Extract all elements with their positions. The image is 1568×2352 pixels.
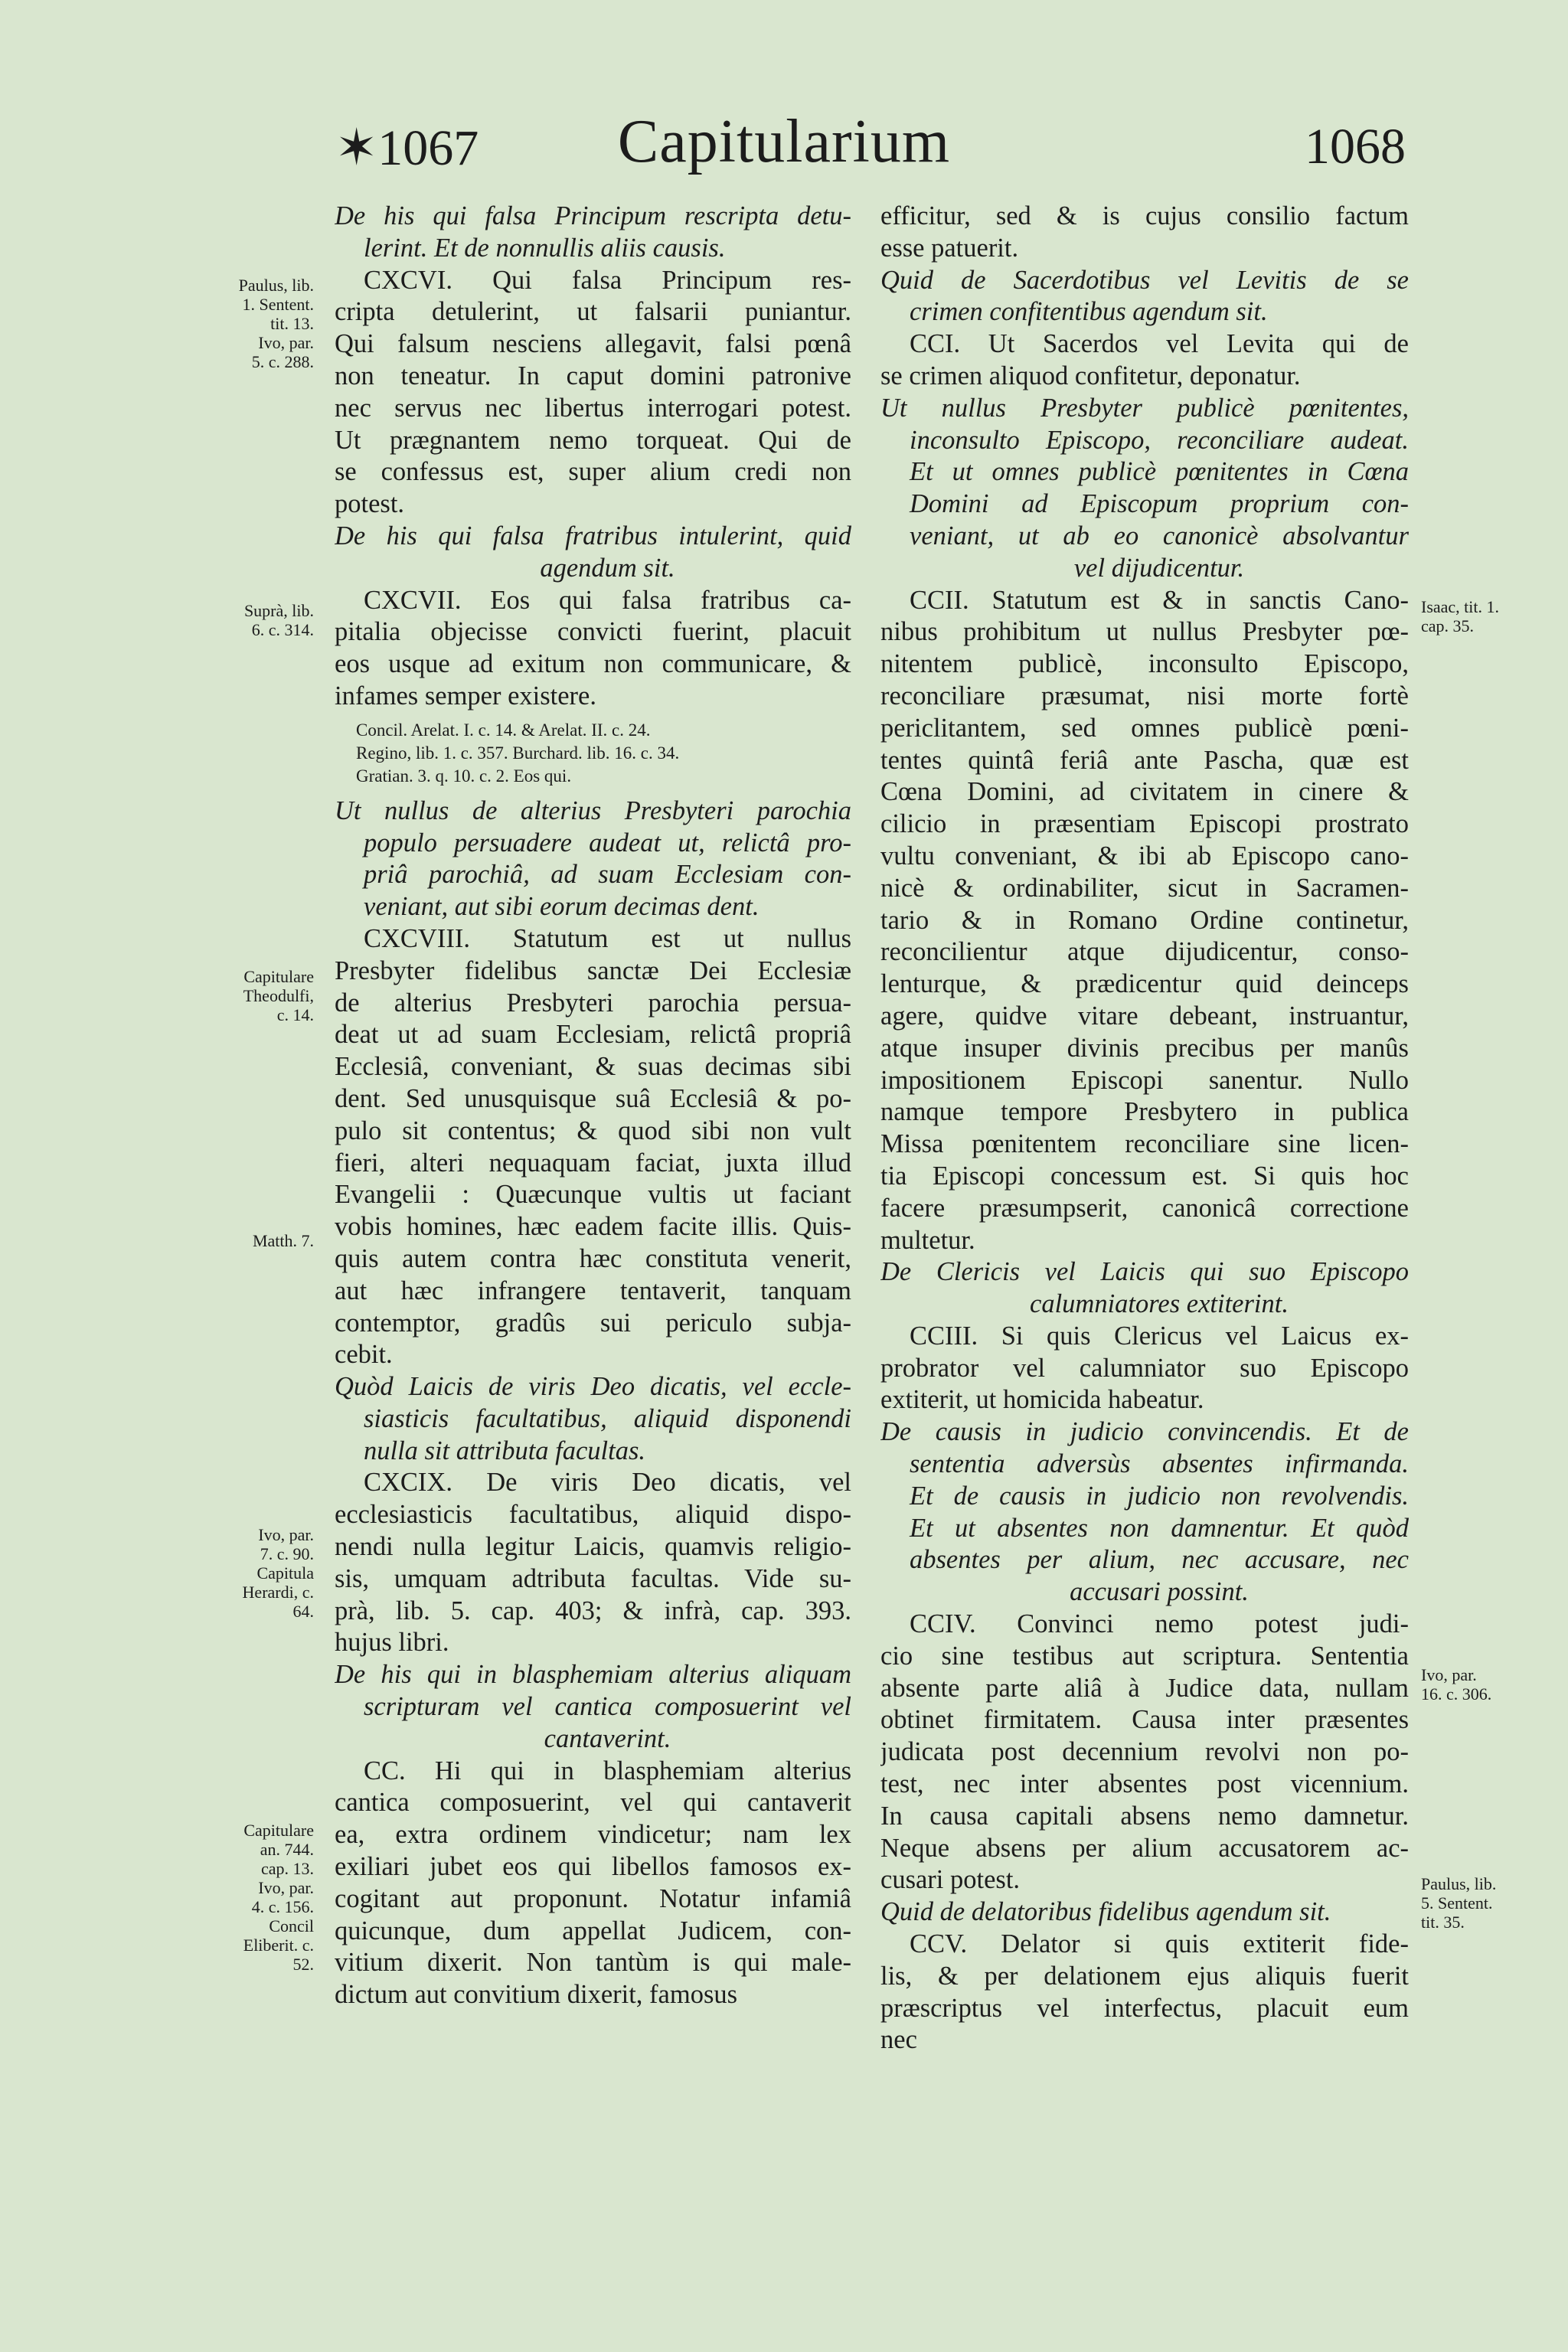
chapter-paragraph [880, 1321, 1409, 1416]
margin-note-line: Paulus, lib. [1421, 1874, 1497, 1893]
text-line: pulo sit contentus; & quod sibi non vult [335, 1116, 851, 1145]
margin-note-line: cap. 35. [1421, 616, 1475, 635]
text-line: sententia adversùs absentes infirmanda. [910, 1449, 1409, 1479]
text-line: nec servus nec libertus interrogari potest. [335, 393, 851, 423]
text-line: nitentem publicè, inconsulto Episcopo, [880, 649, 1409, 679]
text-line: sis, umquam adtributa facultas. Vide su- [335, 1563, 851, 1593]
margin-note-line: c. 14. [276, 1005, 314, 1024]
text-line: quis autem contra hæc constituta venerit, [335, 1243, 851, 1273]
chapter-paragraph [880, 1929, 1409, 2056]
text-line: Evangelii : Quæcunque vultis ut faciant [335, 1180, 851, 1210]
margin-note [1421, 1874, 1559, 1932]
margin-note [176, 276, 314, 371]
chapter-paragraph [880, 585, 1409, 1257]
text-line: calumniatores extiterint. [1030, 1289, 1289, 1319]
margin-note-line: Ivo, par. [1421, 1665, 1477, 1684]
text-line: lenturque, & prædicentur quid deinceps [880, 969, 1409, 999]
text-line: In causa capitali absens nemo damnetur. [880, 1801, 1409, 1831]
text-line: De his qui falsa fratribus intulerint, quid [335, 521, 851, 550]
margin-note-line: an. 744. [260, 1840, 314, 1859]
margin-note-line: 4. c. 156. [251, 1897, 314, 1916]
reference-note [335, 719, 851, 788]
chapter-paragraph [335, 1467, 851, 1659]
text-line: De his qui in blasphemiam alterius aliquam [335, 1660, 851, 1690]
text-line: Missa pœnitentem reconciliare sine licen- [880, 1129, 1409, 1159]
text-line: cebit. [335, 1340, 393, 1370]
chapter-paragraph [880, 201, 1409, 265]
text-line: priâ parochiâ, ad suam Ecclesiam con- [364, 860, 851, 890]
text-line: lis, & per delationem ejus aliquis fuerit [880, 1961, 1409, 1991]
margin-note-line: tit. 13. [270, 314, 314, 333]
margin-note [176, 601, 314, 639]
margin-note-line: 6. c. 314. [251, 620, 314, 639]
text-line: exiliari jubet eos qui libellos famosos ex- [335, 1852, 851, 1882]
text-line: præscriptus vel interfectus, placuit eum [880, 1993, 1409, 2023]
text-line: CCI. Ut Sacerdos vel Levita qui de [910, 329, 1409, 359]
margin-note-line: Ivo, par. [258, 1878, 314, 1897]
text-line: Ut nullus Presbyter publicè pœnitentes, [880, 393, 1409, 423]
margin-note-line: tit. 35. [1421, 1913, 1465, 1932]
text-line: CCV. Delator si quis extiterit fide- [910, 1929, 1409, 1959]
text-line: test, nec inter absentes post vicennium. [880, 1769, 1409, 1799]
text-line: dent. Sed unusquisque suâ Ecclesiâ & po- [335, 1083, 851, 1113]
text-line: siasticis facultatibus, aliquid disponendi [364, 1403, 851, 1433]
text-line: nicè & ordinabiliter, sicut in Sacramen- [880, 873, 1409, 903]
margin-note [176, 967, 314, 1024]
text-line: absentes per alium, nec accusare, nec [910, 1545, 1409, 1575]
margin-note-line: Paulus, lib. [238, 276, 314, 295]
text-line: De Clericis vel Laicis qui suo Episcopo [880, 1257, 1409, 1287]
text-line: impositionem Episcopi sanentur. Nullo [880, 1065, 1409, 1095]
text-line: cusari potest. [880, 1865, 1021, 1895]
text-line: cio sine testibus aut scriptura. Sententia [880, 1641, 1409, 1671]
margin-note-line: Matth. 7. [252, 1231, 314, 1250]
running-title: Capitularium [617, 108, 951, 175]
margin-note-line: 5. c. 288. [251, 352, 314, 371]
margin-note-line: Concil [269, 1916, 314, 1936]
text-line: potest. [335, 489, 405, 519]
text-line: pitalia objecisse convicti fuerint, placuit [335, 617, 851, 647]
text-line: nec [880, 2025, 917, 2055]
text-line: hujus libri. [335, 1628, 449, 1658]
text-line: cripta detulerint, ut falsarii puniantur. [335, 297, 851, 327]
text-line: tia Episcopi concessum est. Si quis hoc [880, 1161, 1409, 1191]
text-line: quicunque, dum appellat Judicem, con- [335, 1916, 851, 1945]
text-line: facere præsumpserit, canonicâ correctione [880, 1193, 1409, 1223]
text-line: prà, lib. 5. cap. 403; & infrà, cap. 393. [335, 1596, 851, 1625]
text-line: Qui falsum nesciens allegavit, falsi pœnâ [335, 329, 851, 359]
text-line: dictum aut convitium dixerit, famosus [335, 1980, 738, 2010]
text-line: atque insuper divinis precibus per manûs [880, 1033, 1409, 1063]
margin-note-line: 7. c. 90. [260, 1544, 314, 1563]
text-line: CCIV. Convinci nemo potest judi- [910, 1609, 1409, 1639]
text-line: crimen confitentibus agendum sit. [910, 297, 1268, 327]
text-line: CXCVII. Eos qui falsa fratribus ca- [364, 585, 851, 615]
section-heading [335, 1659, 851, 1755]
text-line: agere, quidve vitare debeant, instruantur, [880, 1001, 1409, 1031]
text-line: agendum sit. [540, 553, 675, 583]
chapter-paragraph [335, 923, 851, 1371]
section-heading [880, 1896, 1409, 1929]
text-line: cantica composuerint, vel qui cantaverit [335, 1788, 851, 1818]
text-line: reconcilientur atque dijudicentur, conso- [880, 937, 1409, 967]
text-line: CCIII. Si quis Clericus vel Laicus ex- [910, 1321, 1409, 1351]
text-line: probrator vel calumniator suo Episcopo [880, 1353, 1409, 1383]
text-line: vobis homines, hæc eadem facite illis. Quis- [335, 1212, 851, 1242]
text-line: Cœna Domini, ad civitatem in cinere & [880, 777, 1409, 807]
text-line: Ut prægnantem nemo torqueat. Qui de [335, 425, 851, 455]
text-line: Concil. Arelat. I. c. 14. & Arelat. II. c. 24. [356, 720, 651, 740]
margin-note [1421, 597, 1559, 635]
text-line: multetur. [880, 1225, 975, 1255]
margin-note-line: Capitula [256, 1563, 314, 1583]
text-line: nulla sit attributa facultas. [364, 1436, 646, 1465]
section-heading [880, 1256, 1409, 1321]
margin-note-line: 1. Sentent. [242, 295, 314, 314]
left-column [335, 201, 851, 2011]
text-line: tario & in Romano Ordine continetur, [880, 905, 1409, 935]
margin-note-line: Ivo, par. [258, 1525, 314, 1544]
margin-note-line: Capitulare [243, 967, 314, 986]
margin-note-line: Theodulfi, [243, 986, 314, 1005]
text-line: reconciliare præsumat, nisi morte fortè [880, 681, 1409, 710]
margin-note-line: cap. 13. [260, 1859, 314, 1878]
margin-note-line: 16. c. 306. [1421, 1684, 1492, 1704]
text-line: Domini ad Episcopum proprium con- [910, 489, 1409, 519]
text-line: CXCIX. De viris Deo dicatis, vel [364, 1468, 851, 1498]
chapter-paragraph [880, 1609, 1409, 1896]
text-line: inconsulto Episcopo, reconciliare audeat. [910, 425, 1409, 455]
section-heading [335, 201, 851, 265]
text-line: se confessus est, super alium credi non [335, 457, 851, 487]
text-line: infames semper existere. [335, 681, 596, 710]
text-line: veniant, aut sibi eorum decimas dent. [364, 892, 760, 922]
margin-note-line: Eliberit. c. [243, 1936, 314, 1955]
margin-note-line: Suprà, lib. [243, 601, 314, 620]
text-line: judicata post decennium revolvi non po- [880, 1737, 1409, 1767]
text-line: nibus prohibitum ut nullus Presbyter pœ- [880, 617, 1409, 647]
text-line: tentes quintâ feriâ ante Pascha, quæ est [880, 745, 1409, 775]
page-header [0, 107, 1568, 199]
page-number-left: ✶1067 [335, 120, 479, 176]
text-line: accusari possint. [1070, 1577, 1249, 1607]
text-line: cilicio in præsentiam Episcopi prostrato [880, 809, 1409, 839]
text-line: vultu conveniant, & ibi ab Episcopo cano- [880, 841, 1409, 871]
text-line: namque tempore Presbytero in publica [880, 1097, 1409, 1127]
chapter-paragraph [335, 265, 851, 521]
text-line: Regino, lib. 1. c. 357. Burchard. lib. 16. c. 34. [356, 743, 680, 763]
text-line: Quid de delatoribus fidelibus agendum sit. [880, 1897, 1331, 1927]
text-line: De causis in judicio convincendis. Et de [880, 1417, 1409, 1447]
text-line: CXCVI. Qui falsa Principum res- [364, 265, 851, 295]
chapter-paragraph [335, 1756, 851, 2011]
text-line: De his qui falsa Principum rescripta detu- [335, 201, 851, 230]
text-line: Quid de Sacerdotibus vel Levitis de se [880, 265, 1409, 295]
chapter-paragraph [880, 328, 1409, 393]
text-line: Ecclesiâ, conveniant, & suas decimas sibi [335, 1052, 851, 1082]
text-line: esse patuerit. [880, 233, 1019, 263]
margin-note-line: 52. [292, 1955, 314, 1974]
section-heading [880, 393, 1409, 585]
margin-note-line: 64. [292, 1602, 314, 1621]
text-line: Et de causis in judicio non revolvendis. [910, 1481, 1409, 1511]
text-line: eos usque ad exitum non communicare, & [335, 649, 851, 679]
text-line: Ut nullus de alterius Presbyteri parochia [335, 795, 851, 825]
text-line: de alterius Presbyteri parochia persua- [335, 988, 851, 1018]
right-column [880, 201, 1409, 2056]
text-line: Presbyter fidelibus sanctæ Dei Ecclesiæ [335, 956, 851, 985]
section-heading [880, 265, 1409, 329]
margin-note-line: Isaac, tit. 1. [1421, 597, 1500, 616]
section-heading [335, 795, 851, 923]
text-line: cogitant aut proponunt. Notatur infamiâ [335, 1883, 851, 1913]
section-heading [880, 1416, 1409, 1609]
text-line: efficitur, sed & is cujus consilio factum [880, 201, 1409, 230]
text-line: periclitantem, sed omnes publicè pœni- [880, 713, 1409, 743]
text-line: ea, extra ordinem vindicetur; nam lex [335, 1820, 851, 1850]
text-line: vel dijudicentur. [1073, 553, 1245, 583]
text-line: Et ut omnes publicè pœnitentes in Cœna [910, 457, 1409, 487]
text-line: Et ut absentes non damnentur. Et quòd [910, 1513, 1409, 1543]
margin-note-line: Herardi, c. [242, 1583, 314, 1602]
text-line: absente parte aliâ à Judice data, nullam [880, 1673, 1409, 1703]
text-line: se crimen aliquod confitetur, deponatur. [880, 361, 1301, 390]
text-line: deat ut ad suam Ecclesiam, relictâ propriâ [335, 1020, 851, 1050]
margin-note-line: Capitulare [243, 1821, 314, 1840]
text-line: CCII. Statutum est & in sanctis Cano- [910, 585, 1409, 615]
chapter-paragraph [335, 585, 851, 713]
text-line: CXCVIII. Statutum est ut nullus [364, 923, 851, 953]
text-line: nendi nulla legitur Laicis, quamvis religio- [335, 1532, 851, 1562]
margin-note [176, 1525, 314, 1621]
text-line: Gratian. 3. q. 10. c. 2. Eos qui. [356, 766, 572, 786]
text-line: ecclesiasticis facultatibus, aliquid dispo- [335, 1500, 851, 1530]
text-line: obtinet firmitatem. Causa inter præsentes [880, 1705, 1409, 1735]
margin-note-line: Ivo, par. [258, 333, 314, 352]
margin-note [176, 1821, 314, 1974]
text-line: CC. Hi qui in blasphemiam alterius [364, 1756, 851, 1785]
margin-note [176, 1231, 314, 1250]
text-line: lerint. Et de nonnullis aliis causis. [364, 233, 726, 263]
text-line: non teneatur. In caput domini patronive [335, 361, 851, 390]
page-number-right: 1068 [1305, 119, 1406, 175]
text-line: Neque absens per alium accusatorem ac- [880, 1833, 1409, 1863]
margin-note-line: 5. Sentent. [1421, 1893, 1493, 1913]
text-line: scripturam vel cantica composuerint vel [364, 1692, 851, 1722]
text-line: contemptor, gradûs sui periculo subja- [335, 1308, 851, 1338]
margin-note [1421, 1665, 1559, 1704]
section-heading [335, 521, 851, 585]
text-line: Quòd Laicis de viris Deo dicatis, vel eccle- [335, 1372, 851, 1402]
text-line: veniant, ut ab eo canonicè absolvantur [910, 521, 1409, 550]
text-line: extiterit, ut homicida habeatur. [880, 1385, 1204, 1415]
section-heading [335, 1371, 851, 1467]
text-line: vitium dixerit. Non tantùm is qui male- [335, 1948, 851, 1978]
text-line: populo persuadere audeat ut, relictâ pro- [364, 828, 851, 858]
text-line: cantaverint. [544, 1723, 671, 1753]
text-line: fieri, alteri nequaquam faciat, juxta illud [335, 1148, 851, 1178]
text-line: aut hæc infrangere tentaverit, tanquam [335, 1276, 851, 1305]
